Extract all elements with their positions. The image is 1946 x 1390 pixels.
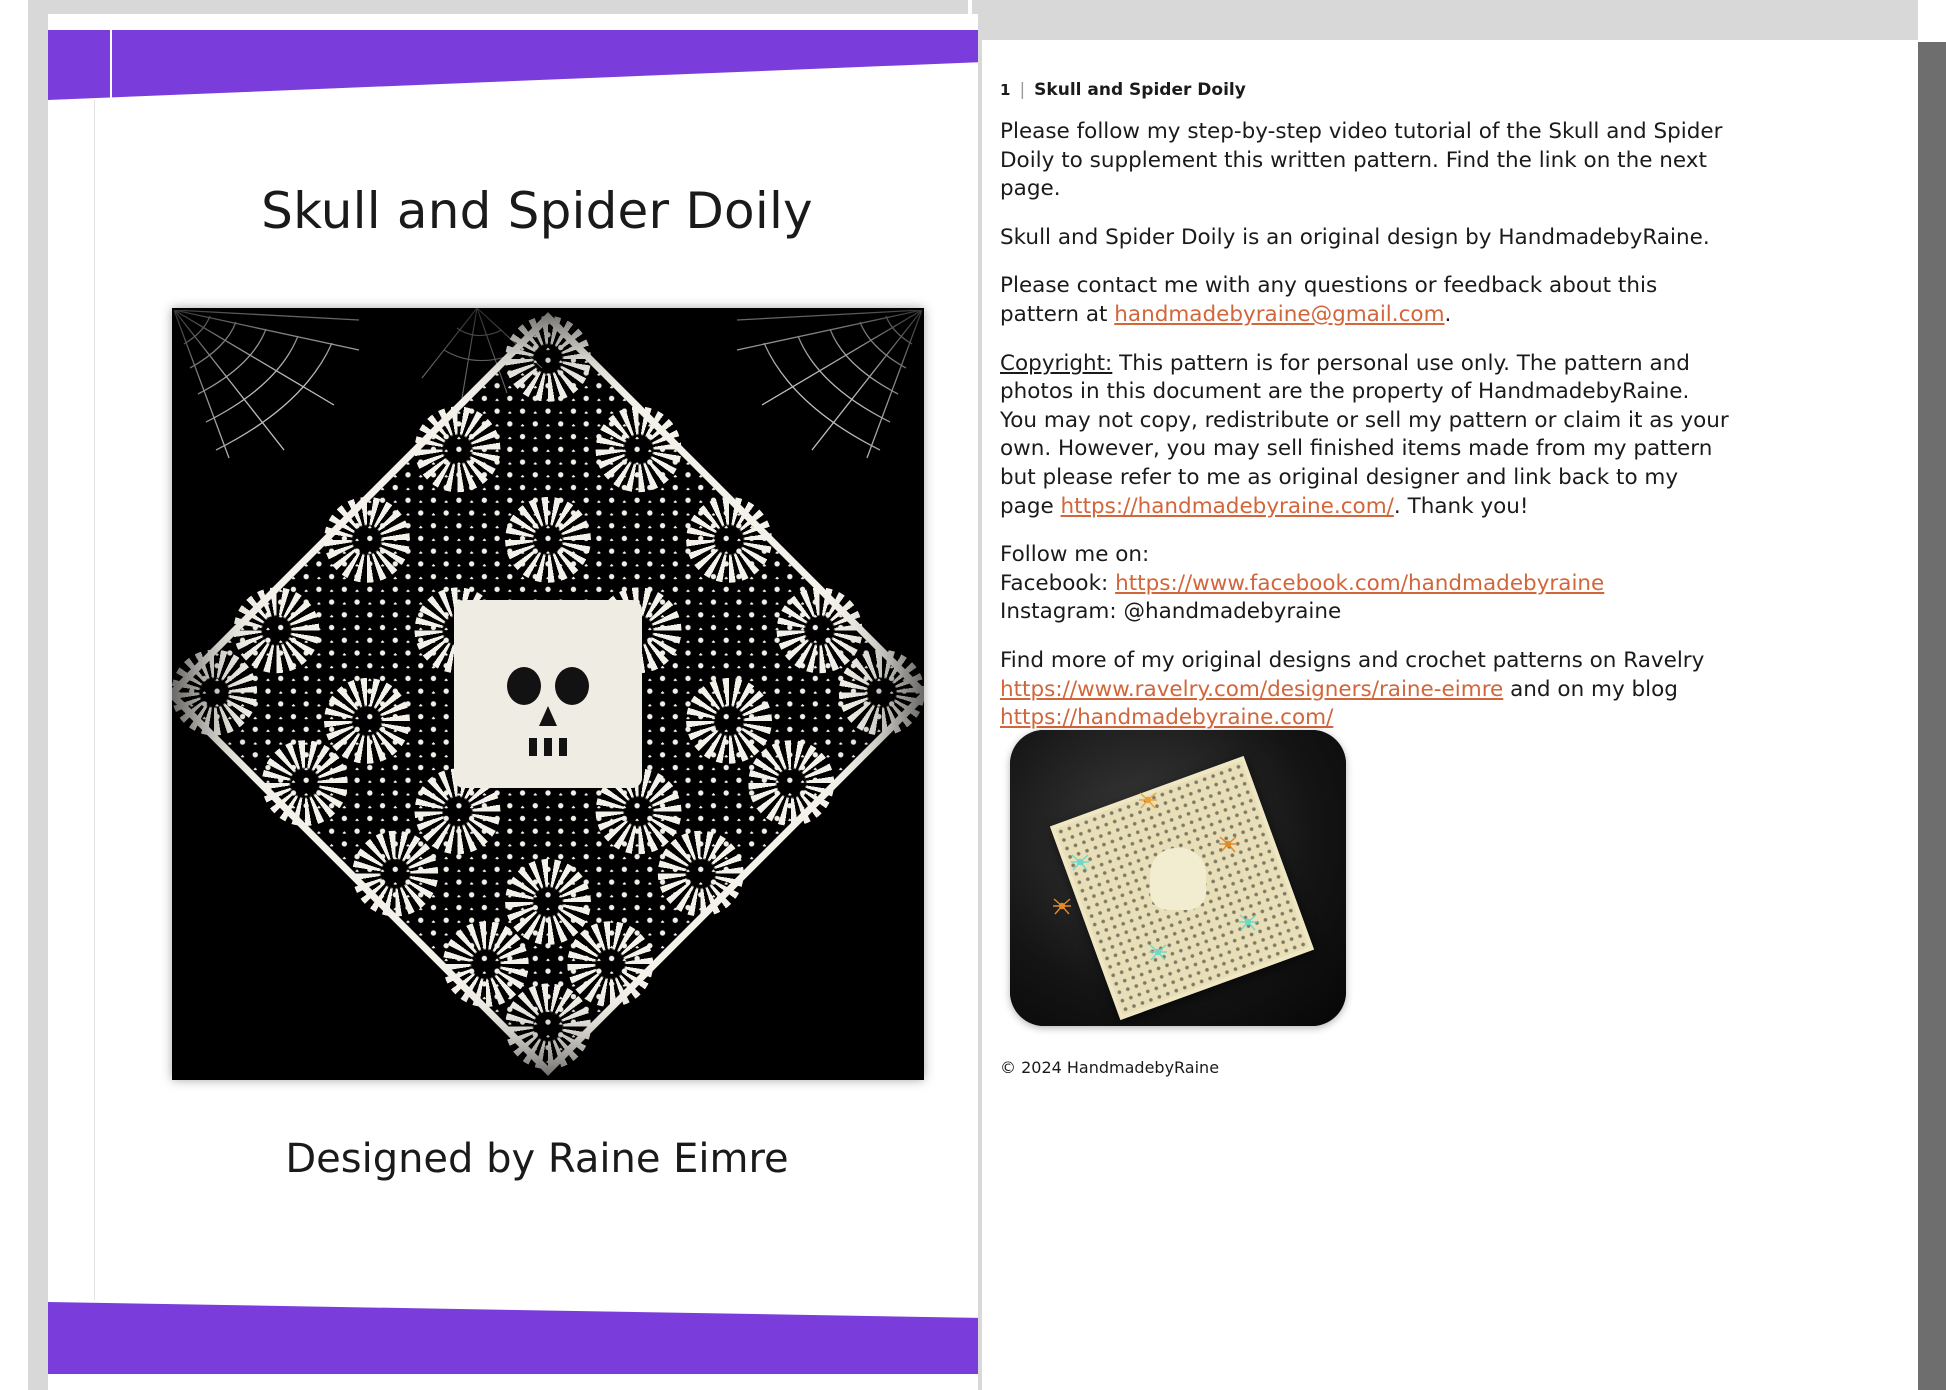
- spider-icon: [1070, 852, 1090, 872]
- cover-top-banner: [48, 30, 978, 100]
- paragraph-follow: [1000, 541, 1730, 627]
- spider-web-icon: [174, 310, 364, 460]
- page-header: [1000, 80, 1246, 100]
- doily-thumbnail-photo: [1010, 730, 1346, 1026]
- blog-link[interactable]: https://handmadebyraine.com/: [1000, 705, 1334, 731]
- skull-icon: [473, 614, 623, 774]
- spider-icon: [1218, 834, 1238, 854]
- paragraph-ravelry: [1000, 647, 1730, 733]
- paragraph-copyright: [1000, 350, 1730, 522]
- spider-icon: [1052, 896, 1072, 916]
- ravelry-link[interactable]: https://www.ravelry.com/designers/raine-eimre: [1000, 676, 1504, 702]
- follow-label: Follow me on:: [1000, 542, 1150, 568]
- copyright-body: This pattern is for personal use only. The pattern and photos in this document are the property of HandmadebyRaine. You may not copy, redistribute or sell my pattern or claim it as your own. However, you may sell finished items made from my pattern but please refer to me as original designer and link back to my page: [1000, 350, 1729, 519]
- paragraph-contact: [1000, 272, 1730, 329]
- page-number: 1: [1000, 81, 1011, 99]
- cover-top-banner-divider: [110, 30, 112, 100]
- cover-title: Skull and Spider Doily: [261, 182, 813, 240]
- page-header-separator: |: [1019, 80, 1026, 100]
- spider-icon: [1238, 912, 1258, 932]
- contact-text: Please contact me with any questions or feedback about this pattern at: [1000, 273, 1658, 327]
- copyright-thanks: . Thank you!: [1393, 493, 1529, 519]
- page-header-title: Skull and Spider Doily: [1034, 80, 1246, 100]
- spider-icon: [1138, 790, 1158, 810]
- spider-web-icon-right: [732, 310, 922, 460]
- spider-web-icon-top: [402, 308, 552, 418]
- blog-link-copyright[interactable]: https://handmadebyraine.com/: [1060, 493, 1394, 519]
- right-page-edge: [1918, 42, 1946, 1390]
- content-page: [982, 40, 1918, 1390]
- cover-byline: Designed by Raine Eimre: [285, 1136, 789, 1182]
- page-body: [1000, 118, 1730, 753]
- contact-period: .: [1444, 301, 1452, 327]
- thumbnail-skull-icon: [1150, 848, 1206, 910]
- cover-bottom-banner: [48, 1302, 978, 1374]
- cover-doily-photo: [172, 308, 924, 1080]
- facebook-link[interactable]: https://www.facebook.com/handmadebyraine: [1115, 570, 1605, 596]
- email-link[interactable]: handmadebyraine@gmail.com: [1114, 301, 1445, 327]
- paragraph-tutorial: Please follow my step-by-step video tutorial of the Skull and Spider Doily to supplement this written pattern. Find the link on the next page.: [1000, 119, 1723, 202]
- instagram-line: Instagram: @handmadebyraine: [1000, 599, 1342, 625]
- ravelry-mid: and on my blog: [1503, 676, 1678, 702]
- doily-skull-panel: [458, 604, 638, 784]
- paragraph-original-design: Skull and Spider Doily is an original design by HandmadebyRaine.: [1000, 224, 1710, 250]
- cover-page: [48, 14, 978, 1390]
- spider-icon: [1148, 942, 1168, 962]
- copyright-label: Copyright:: [1000, 350, 1113, 376]
- ravelry-intro: Find more of my original designs and crochet patterns on Ravelry: [1000, 647, 1705, 673]
- page-footer-copyright: © 2024 HandmadebyRaine: [1000, 1058, 1220, 1077]
- facebook-label: Facebook:: [1000, 570, 1116, 596]
